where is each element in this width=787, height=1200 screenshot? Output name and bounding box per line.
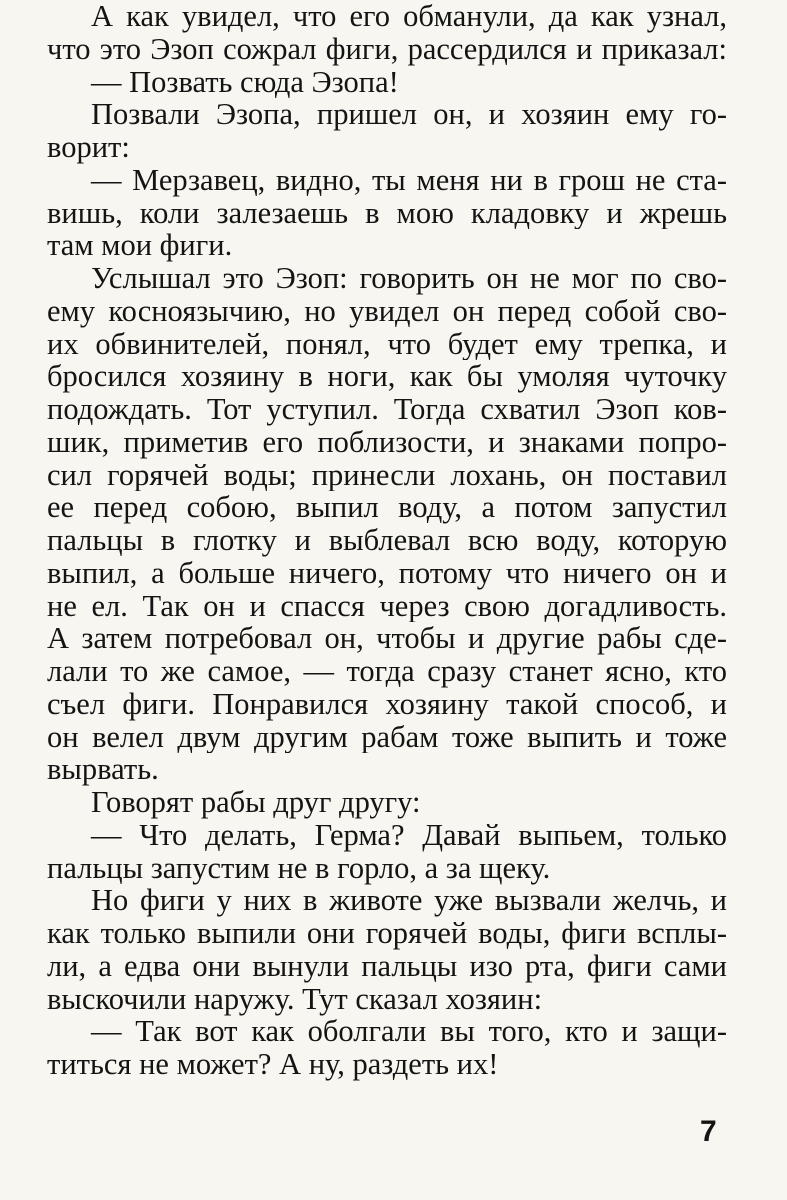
body-text [47, 0, 727, 1081]
text-line: пальцы в глотку и выблевал всю воду, которую [47, 524, 727, 557]
text-line: лали то же самое, — тогда сразу станет ясно, кто [47, 655, 727, 688]
text-line: — Так вот как оболгали вы того, кто и защи- [91, 1015, 727, 1048]
text-line: ли, а едва они вынули пальцы изо рта, фиги сами [47, 949, 727, 983]
text-line: А как увидел, что его обманули, да как узнал, [91, 0, 727, 33]
text-line: — Мерзавец, видно, ты меня ни в грош не ста- [91, 163, 727, 197]
text-line: Услышал это Эзоп: говорить он не мог по сво- [91, 262, 727, 295]
text-line: вишь, коли залезаешь в мою кладовку и жрешь [47, 196, 727, 230]
text-line: не ел. Так он и спасся через свою догадливость. [47, 589, 727, 623]
text-line: А затем потребовал он, чтобы и другие рабы сде- [47, 622, 727, 655]
text-line: бросился хозяину в ноги, как бы умоляя чуточку [47, 360, 727, 393]
text-line: — Что делать, Герма? Давай выпьем, только [91, 818, 727, 852]
text-line: съел фиги. Понравился хозяину такой способ, и [47, 687, 727, 721]
text-line: ворит: [47, 130, 130, 164]
text-line: Позвали Эзопа, пришел он, и хозяин ему го- [91, 98, 727, 131]
text-line: как только выпили они горячей воды, фиги всплы- [47, 917, 727, 950]
text-line: ему косноязычию, но увидел он перед собой сво- [47, 294, 727, 328]
text-line: выпил, а больше ничего, потому что ничего он и [47, 556, 727, 590]
text-line: выскочили наружу. Тут сказал хозяин: [47, 981, 543, 1016]
text-line: вырвать. [47, 752, 159, 787]
text-line: там мои фиги. [47, 228, 233, 263]
text-line: Говорят рабы друг другу: [91, 785, 421, 819]
text-line: шик, приметив его поблизости, и знаками попро- [47, 425, 727, 459]
text-line: подождать. Тот уступил. Тогда схватил Эзоп ков- [47, 393, 727, 426]
text-line: он велел двум другим рабам тоже выпить и тоже [47, 720, 727, 754]
text-line: ее перед собою, выпил воду, а потом запустил [47, 491, 727, 524]
text-line: сил горячей воды; принесли лохань, он поставил [47, 458, 727, 492]
text-line: Но фиги у них в животе уже вызвали желчь, и [91, 884, 727, 917]
text-line: их обвинителей, понял, что будет ему трепка, и [47, 327, 727, 361]
text-line: пальцы запустим не в горло, а за щеку. [47, 850, 551, 885]
text-line: титься не может? А ну, раздеть их! [47, 1047, 499, 1081]
text-line: что это Эзоп сожрал фиги, рассердился и приказал: [47, 32, 727, 66]
text-line: — Позвать сюда Эзопа! [91, 64, 399, 99]
page-number: 7 [700, 1115, 717, 1148]
